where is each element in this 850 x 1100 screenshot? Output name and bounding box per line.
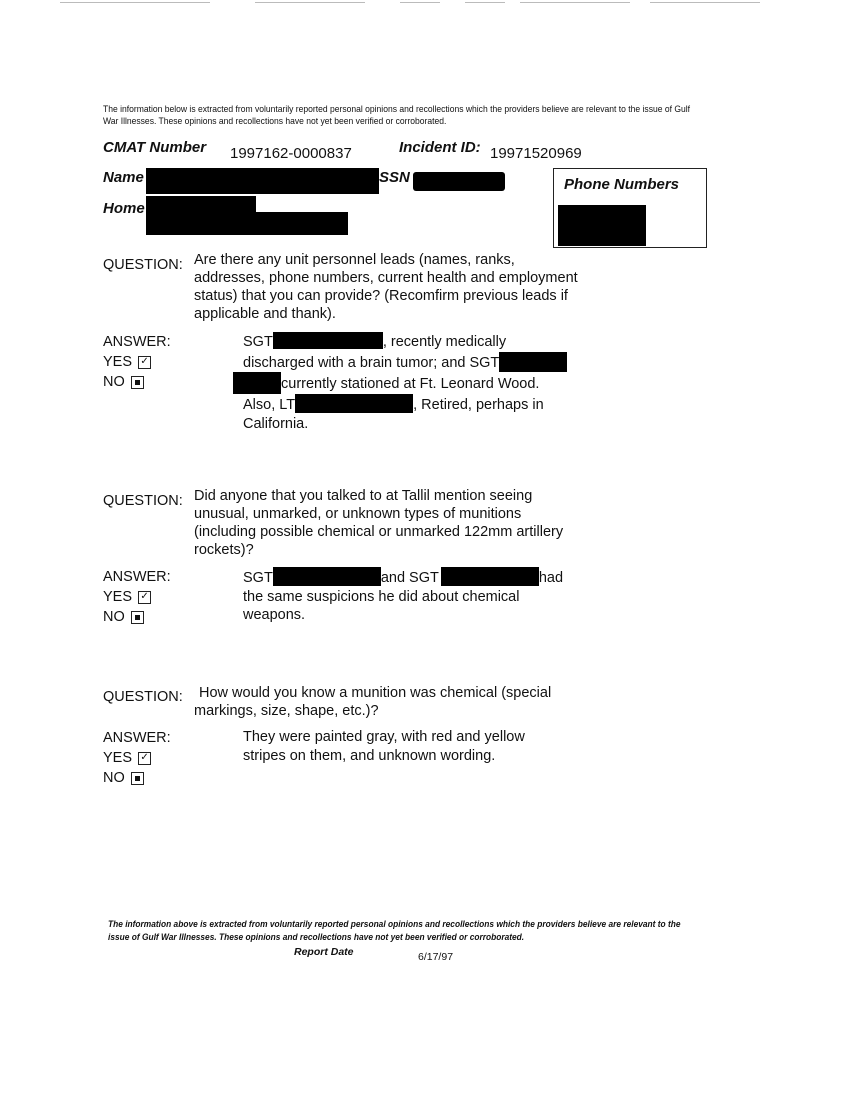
phone-label: Phone Numbers (564, 176, 680, 193)
yes-label: YES (103, 354, 133, 370)
phone-box (553, 168, 707, 248)
question-label: QUESTION: (103, 493, 183, 509)
incident-label: Incident ID: (399, 139, 481, 156)
question-1-line: status) that you can provide? (Recomfirm previous leads if (194, 288, 568, 304)
scan-line (650, 2, 760, 3)
name-label: Name (103, 169, 144, 186)
ssn-label: SSN (379, 169, 410, 186)
redaction (499, 352, 567, 372)
scan-line (520, 2, 630, 3)
cmat-value: 1997162-0000837 (230, 145, 352, 162)
answer-2-labels (103, 567, 171, 627)
top-disclaimer: The information below is extracted from voluntarily reported personal opinions and recollections which the providers believe are relevant to the issue of Gulf War Illnesses. These opinions and recollections have not yet been verified or corroborated. (103, 104, 691, 126)
redaction-home-2 (146, 212, 348, 235)
report-date: 6/17/97 (418, 951, 454, 963)
answer-1 (243, 332, 593, 433)
yes-label: YES (103, 750, 133, 766)
question-2-line: rockets)? (194, 542, 254, 558)
redaction-name (146, 168, 379, 194)
question-2-line: (including possible chemical or unmarked 122mm artillery (194, 524, 564, 540)
answer-3 (243, 728, 593, 765)
answer-label: ANSWER: (103, 730, 171, 746)
redaction (295, 394, 413, 413)
answer-text: stripes on them, and unknown wording. (243, 747, 496, 764)
question-1 (194, 251, 614, 323)
redaction (233, 372, 281, 394)
no-label: NO (103, 609, 125, 625)
question-2 (194, 487, 614, 559)
answer-text: SGT (243, 334, 273, 350)
answer-text: discharged with a brain tumor; and SGT (243, 354, 500, 371)
cmat-label: CMAT Number (103, 139, 207, 156)
answer-text: had (538, 570, 564, 586)
question-3-line: markings, size, shape, etc.)? (194, 703, 379, 719)
answer-text: They were painted gray, with red and yellow (243, 729, 525, 745)
answer-label: ANSWER: (103, 569, 171, 585)
answer-2 (243, 567, 593, 625)
no-checkbox[interactable] (131, 376, 144, 389)
answer-text: , recently medically (382, 334, 507, 350)
yes-checkbox[interactable]: ✓ (138, 356, 151, 369)
home-label: Home (103, 200, 145, 217)
no-label: NO (103, 374, 125, 390)
report-date-label: Report Date (294, 946, 354, 958)
answer-label: ANSWER: (103, 334, 171, 350)
answer-text: SGT (243, 570, 273, 586)
answer-1-labels (103, 332, 171, 392)
yes-checkbox[interactable]: ✓ (138, 591, 151, 604)
answer-text: California. (243, 415, 309, 432)
question-3-line: How would you know a munition was chemical (special (199, 685, 552, 701)
no-checkbox[interactable] (131, 611, 144, 624)
scan-line (400, 2, 440, 3)
scan-line (465, 2, 505, 3)
question-label: QUESTION: (103, 257, 183, 273)
redaction-ssn (413, 172, 505, 191)
question-1-line: Are there any unit personnel leads (names, ranks, (194, 252, 515, 268)
scan-line (255, 2, 365, 3)
question-3 (194, 684, 619, 720)
answer-text: , Retired, perhaps in (413, 397, 544, 413)
answer-3-labels (103, 728, 171, 788)
redaction (441, 567, 539, 586)
question-label: QUESTION: (103, 689, 183, 705)
footer-disclaimer: The information above is extracted from voluntarily reported personal opinions and recollections which the providers believe are relevant to the issue of Gulf War Illnesses. These opinions and recollections have not yet been verified or corroborated. (108, 919, 681, 942)
question-2-line: Did anyone that you talked to at Tallil mention seeing (194, 488, 533, 504)
yes-checkbox[interactable]: ✓ (138, 752, 151, 765)
answer-text: weapons. (243, 607, 306, 623)
redaction (273, 567, 381, 586)
answer-text: and SGT (380, 570, 439, 586)
answer-text: currently stationed at Ft. Leonard Wood. (281, 376, 540, 392)
redaction-phone (558, 205, 646, 246)
incident-value: 19971520969 (490, 145, 582, 162)
answer-text: Also, LT (243, 397, 296, 413)
scan-line (60, 2, 210, 3)
yes-label: YES (103, 589, 133, 605)
redaction (273, 332, 383, 349)
question-2-line: unusual, unmarked, or unknown types of munitions (194, 506, 522, 522)
no-checkbox[interactable] (131, 772, 144, 785)
question-1-line: applicable and thank). (194, 306, 336, 322)
question-1-line: addresses, phone numbers, current health and employment (194, 270, 578, 286)
answer-text: the same suspicions he did about chemical (243, 588, 520, 605)
no-label: NO (103, 770, 125, 786)
